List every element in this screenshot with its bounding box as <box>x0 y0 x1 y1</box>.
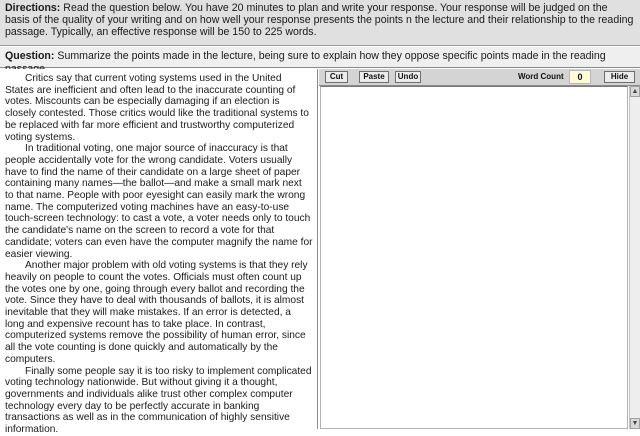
response-textarea[interactable] <box>320 86 628 429</box>
editor-scrollbar[interactable] <box>629 86 640 429</box>
hide-button[interactable]: Hide <box>604 71 635 83</box>
directions-label: Directions: <box>5 2 61 14</box>
paste-button[interactable]: Paste <box>359 71 389 83</box>
reading-passage <box>0 69 318 436</box>
question-panel <box>0 47 640 68</box>
editor-toolbar <box>319 69 640 86</box>
question-text: Summarize the points made in the lecture, being sure to explain how they oppose specific points made in the reading <box>57 50 606 62</box>
directions-text: Read the question below. You have 20 minutes to plan and write your response. Your response will be judged on the basis of the quality of your writing and on how well your response presents the points n the lecture and their relationship to the reading passage. Typically, an effective response will be 150 to 225 words. <box>5 2 634 38</box>
reading-paragraph-4: Finally some people say it is too risky to implement complicated voting technology nationwide. But without giving it a thought, governments and individuals alike trust other complex computer technology every day to be perfectly accurate in banking transactions as well as in the communication of highly sensitive information. <box>5 365 312 436</box>
reading-paragraph-1: Critics say that current voting systems used in the United States are inefficient and often lead to the inaccurate counting of votes. Miscounts can be especially damaging if an election is closely contested. Those critics would like the traditional systems to be replaced with far more efficient and trustworthy computerized voting systems. <box>5 73 309 143</box>
response-editor-pane <box>319 69 640 429</box>
undo-button[interactable]: Undo <box>395 71 421 83</box>
word-count-value: 0 <box>569 70 591 84</box>
cut-button[interactable]: Cut <box>325 71 348 83</box>
question-label: Question: <box>5 50 55 62</box>
word-count-label: Word Count <box>518 72 564 81</box>
directions-panel <box>0 0 640 46</box>
reading-paragraph-3: Another major problem with old voting systems is that they rely heavily on people to count the votes. Officials must often count up the votes one by one, going through every ballot and recording the vote. Since they have to deal with thousands of ballots, it is almost inevitable that they will make mistakes. If an error is detected, a long and expensive recount has to take place. In contrast, computerized systems remove the possibility of human error, since all the vote counting is done quickly and automatically by the computers. <box>5 260 308 365</box>
scroll-down-arrow-icon[interactable]: ▼ <box>631 420 639 427</box>
reading-paragraph-2: In traditional voting, one major source of inaccuracy is that people accidentally vote for the wrong candidate. Voters usually have to find the name of their candidate on a large sheet of paper containing many names—the ballot—and make a small mark next to that name. People with poor eyesight can easily mark the wrong name. The computerized voting machines have an easy-to-use touch-screen technology: to cast a vote, a voter needs only to touch the candidate's name on the screen to record a vote for that candidate; voters can even have the computer magnify the name for easier viewing. <box>5 143 313 260</box>
scroll-up-arrow-icon[interactable]: ▲ <box>631 88 639 95</box>
